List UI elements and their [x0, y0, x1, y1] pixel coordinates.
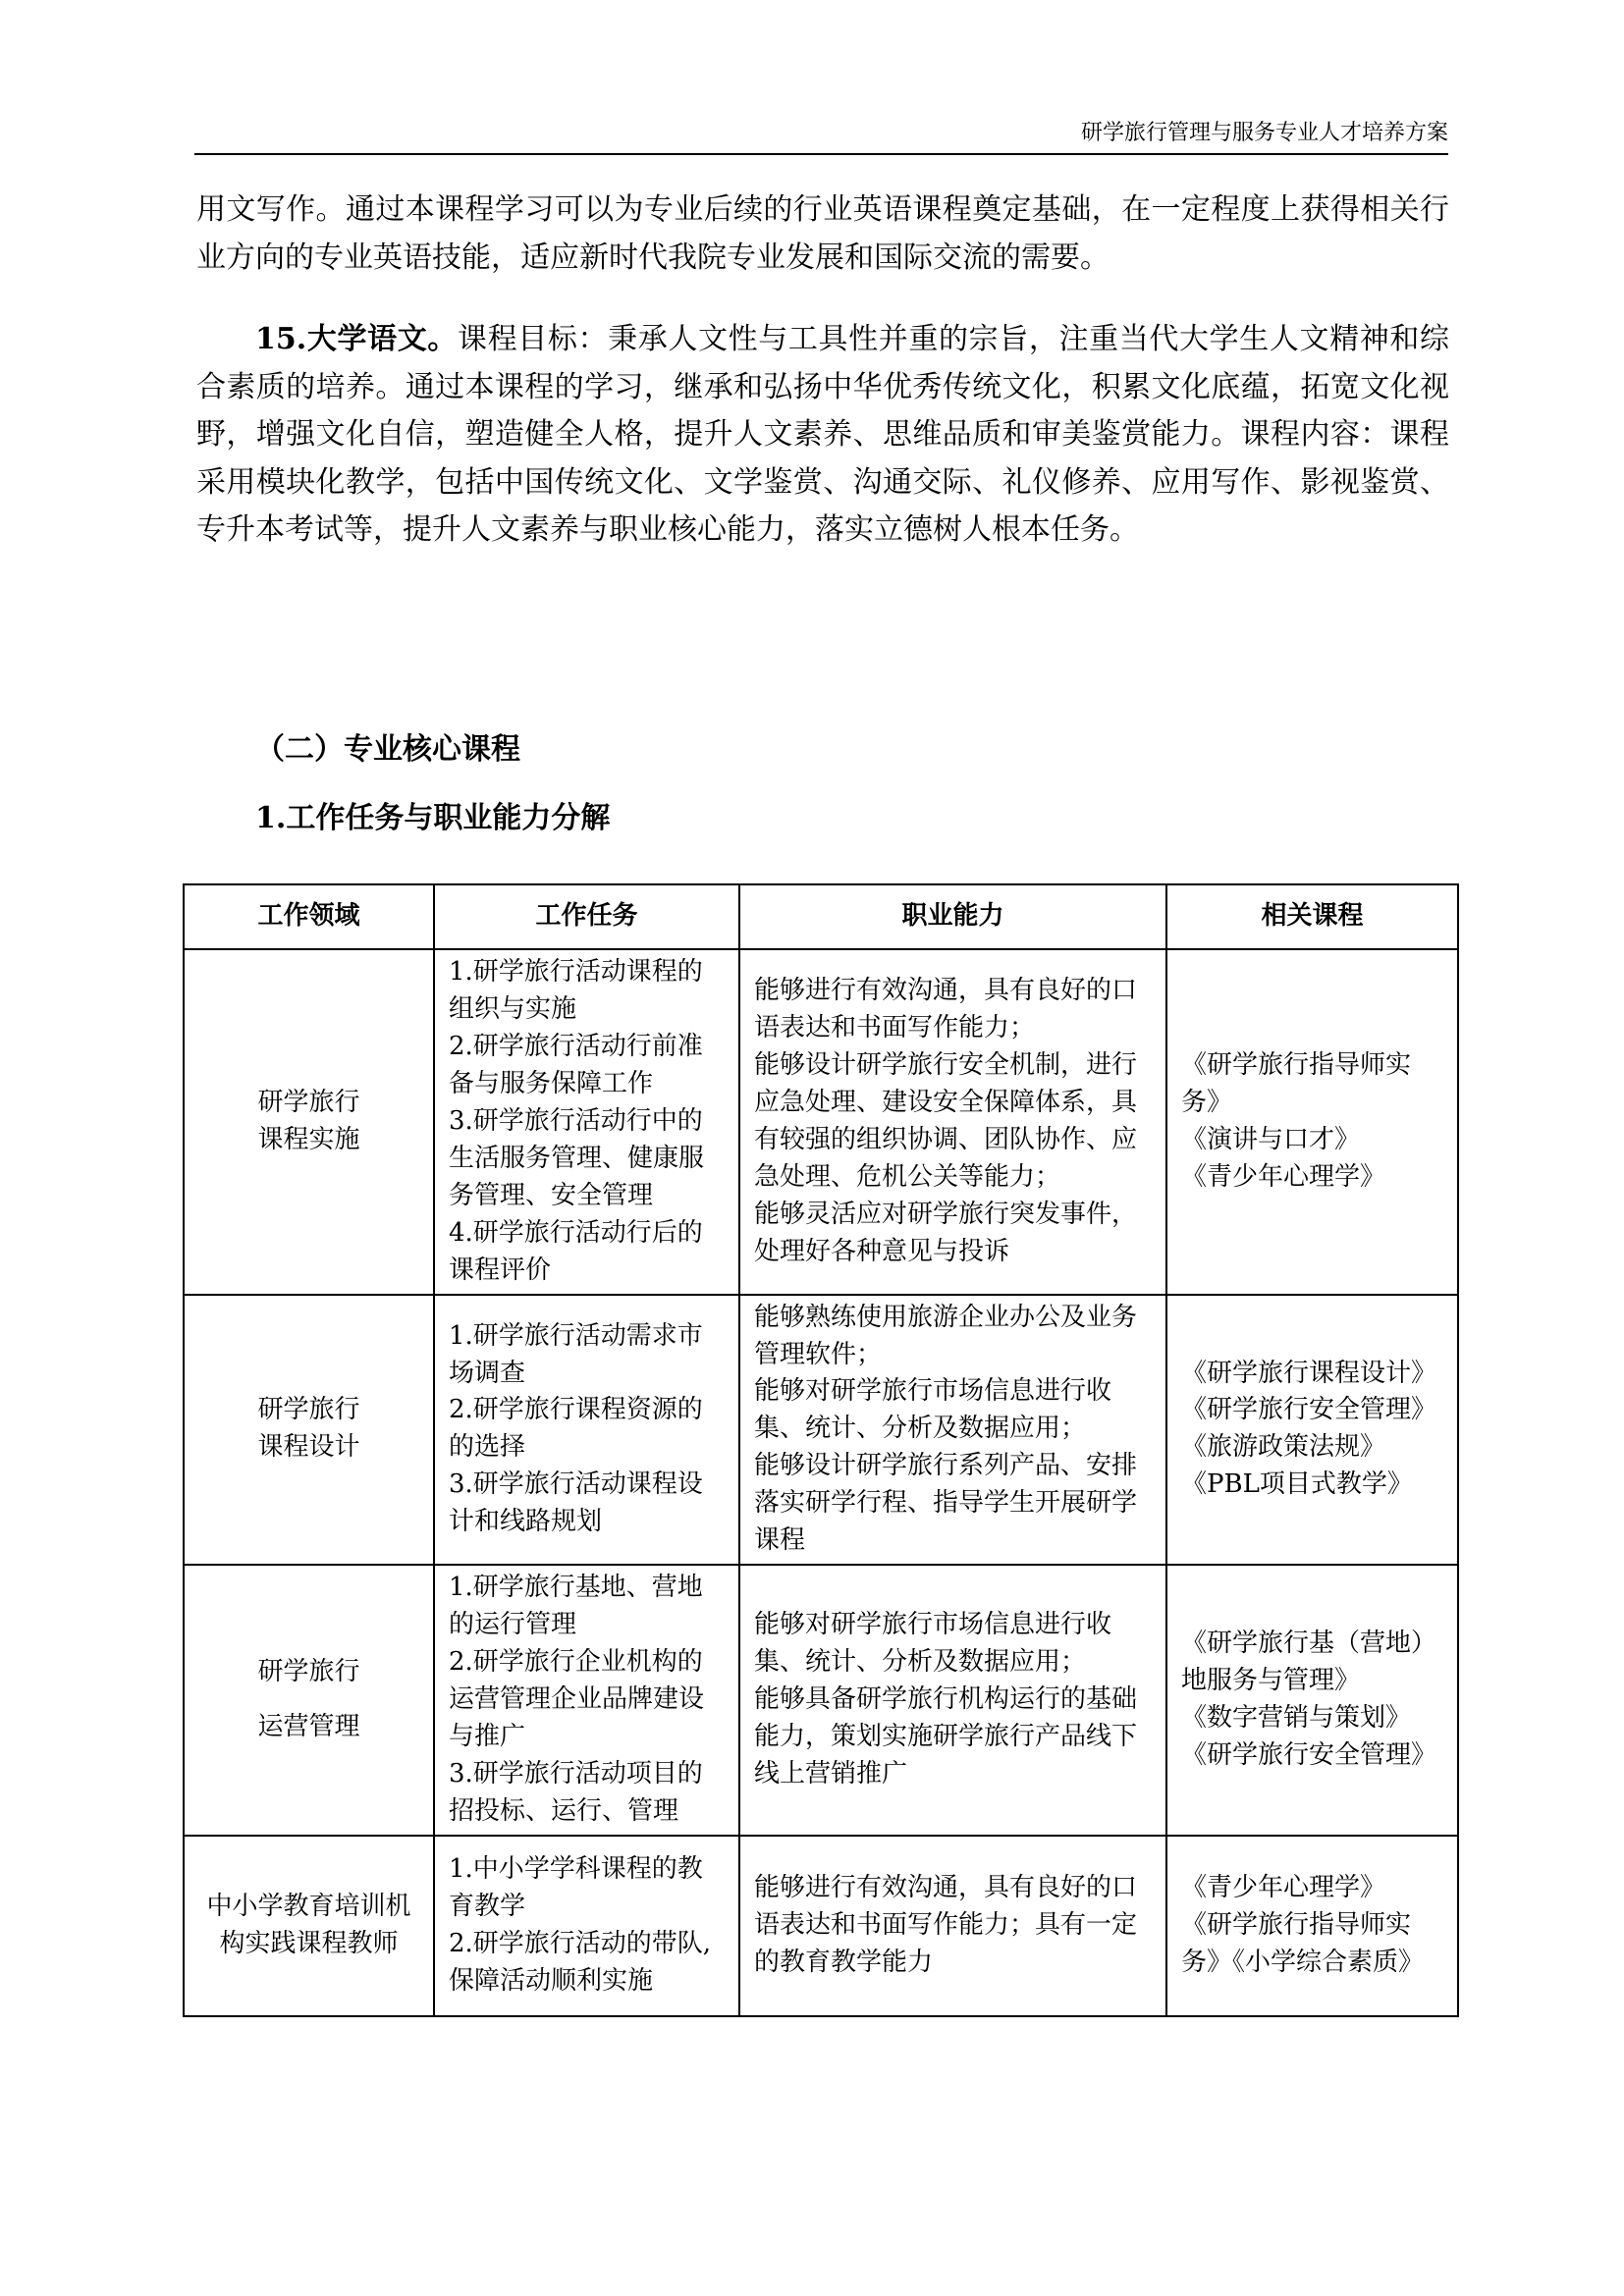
ability-item: 能够灵活应对研学旅行突发事件，处理好各种意见与投诉 — [754, 1199, 1138, 1266]
cell-tasks — [434, 1565, 739, 1836]
paragraph-college-chinese — [196, 316, 1449, 555]
ability-item: 能够对研学旅行市场信息进行收集、统计、分析及数据应用； — [754, 1610, 1112, 1678]
paragraph-english-course-end: 用文写作。通过本课程学习可以为专业后续的行业英语课程奠定基础，在一定程度上获得相关行业方向的专业英语技能，适应新时代我院专业发展和国际交流的需要。 — [196, 192, 1449, 275]
header-courses: 相关课程 — [1166, 884, 1458, 949]
task-item: 3.研学旅行活动项目的招投标、运行、管理 — [449, 1759, 703, 1826]
cell-domain — [184, 1565, 434, 1836]
table-header-row — [184, 884, 1458, 949]
domain-line: 运营管理 — [257, 1712, 360, 1742]
task-item: 1.研学旅行基地、营地的运行管理 — [449, 1573, 703, 1640]
ability-item: 能够具备研学旅行机构运行的基础能力，策划实施研学旅行产品线下线上营销推广 — [754, 1684, 1138, 1789]
course-item: 《研学旅行安全管理》 — [1181, 1740, 1437, 1771]
domain-line: 研学旅行 — [257, 1657, 360, 1687]
task-item: 2.研学旅行活动的带队,保障活动顺利实施 — [449, 1928, 712, 1996]
ability-item: 能够进行有效沟通，具有良好的口语表达和书面写作能力； — [754, 975, 1138, 1042]
ability-item: 能够进行有效沟通，具有良好的口语表达和书面写作能力；具有一定的教育教学能力 — [754, 1872, 1138, 1977]
cell-courses — [1166, 1836, 1458, 2016]
course-item: 《研学旅行指导师实务》《小学综合素质》 — [1181, 1909, 1425, 1977]
cell-tasks — [434, 949, 739, 1295]
task-item: 4.研学旅行活动行后的课程评价 — [449, 1217, 703, 1285]
task-item: 3.研学旅行活动课程设计和线路规划 — [449, 1469, 703, 1537]
table-row — [184, 1295, 1458, 1566]
ability-item: 能够设计研学旅行安全机制，进行应急处理、建设安全保障体系，具有较强的组织协调、团队协作、应急处理、危机公关等能力； — [754, 1049, 1138, 1192]
ability-item: 能够对研学旅行市场信息进行收集、统计、分析及数据应用； — [754, 1376, 1112, 1444]
course-item: 《数字营销与策划》 — [1181, 1703, 1412, 1734]
cell-tasks — [434, 1836, 739, 2016]
course-item: 《研学旅行课程设计》 — [1181, 1358, 1437, 1388]
course-item: 《旅游政策法规》 — [1181, 1432, 1386, 1463]
section-heading: （二）专业核心课程 — [255, 732, 520, 767]
cell-abilities — [739, 1295, 1166, 1566]
course-item: 《研学旅行基（营地）地服务与管理》 — [1181, 1629, 1437, 1696]
cell-courses — [1166, 1295, 1458, 1566]
domain-line: 课程实施 — [257, 1124, 360, 1154]
task-item: 1.研学旅行活动需求市场调查 — [449, 1320, 703, 1388]
domain-line: 课程设计 — [257, 1432, 360, 1463]
cell-abilities — [739, 1836, 1166, 2016]
cell-domain — [184, 949, 434, 1295]
course-item: 《青少年心理学》 — [1181, 1872, 1386, 1902]
domain-line: 中小学教育培训机构实践课程教师 — [206, 1891, 411, 1958]
task-item: 3.研学旅行活动行中的生活服务管理、健康服务管理、安全管理 — [449, 1105, 705, 1210]
cell-tasks — [434, 1295, 739, 1566]
table-row — [184, 949, 1458, 1295]
cell-domain — [184, 1836, 434, 2016]
table-row — [184, 1836, 1458, 2016]
ability-item: 能够设计研学旅行系列产品、安排落实研学行程、指导学生开展研学课程 — [754, 1451, 1138, 1556]
domain-line: 研学旅行 — [257, 1395, 360, 1425]
task-item: 1.研学旅行活动课程的组织与实施 — [449, 957, 703, 1024]
header-task: 工作任务 — [434, 884, 739, 949]
cell-abilities — [739, 949, 1166, 1295]
page-header — [194, 110, 1448, 155]
task-item: 2.研学旅行企业机构的运营管理企业品牌建设与推广 — [449, 1647, 705, 1752]
cell-courses — [1166, 1565, 1458, 1836]
paragraph-lead: 15.大学语文。 — [255, 322, 458, 356]
course-item: 《青少年心理学》 — [1181, 1161, 1386, 1192]
table-row — [184, 1565, 1458, 1836]
cell-domain — [184, 1295, 434, 1566]
course-item: 《研学旅行指导师实务》 — [1181, 1049, 1412, 1117]
cell-courses — [1166, 949, 1458, 1295]
course-item: 《PBL项目式教学》 — [1181, 1469, 1413, 1500]
header-title: 研学旅行管理与服务专业人才培养方案 — [1080, 121, 1448, 145]
cell-abilities — [739, 1565, 1166, 1836]
ability-item: 能够熟练使用旅游企业办公及业务管理软件； — [754, 1302, 1138, 1369]
task-item: 2.研学旅行活动行前准备与服务保障工作 — [449, 1031, 703, 1098]
task-item: 1.中小学学科课程的教育教学 — [449, 1854, 703, 1921]
header-ability: 职业能力 — [739, 884, 1166, 949]
course-item: 《研学旅行安全管理》 — [1181, 1395, 1437, 1425]
course-item: 《演讲与口才》 — [1181, 1124, 1361, 1154]
paragraph-body: 课程目标：秉承人文性与工具性并重的宗旨，注重当代大学生人文精神和综合素质的培养。通过本课程的学习，继承和弘扬中华优秀传统文化，积累文化底蕴，拓宽文化视野，增强文化自信，塑造健全人格，提升人文素养、思维品质和审美鉴赏能力。课程内容：课程采用模块化教学，包括中国传统文化、文学鉴赏、沟通交际、礼仪修养、应用写作、影视鉴赏、专升本考试等，提升人文素养与职业核心能力，落实立德树人根本任务。 — [196, 322, 1449, 548]
task-ability-table — [183, 883, 1459, 2017]
subsection-heading: 1.工作任务与职业能力分解 — [255, 801, 611, 835]
header-domain: 工作领域 — [184, 884, 434, 949]
task-item: 2.研学旅行课程资源的的选择 — [449, 1395, 703, 1463]
domain-line: 研学旅行 — [257, 1087, 360, 1117]
